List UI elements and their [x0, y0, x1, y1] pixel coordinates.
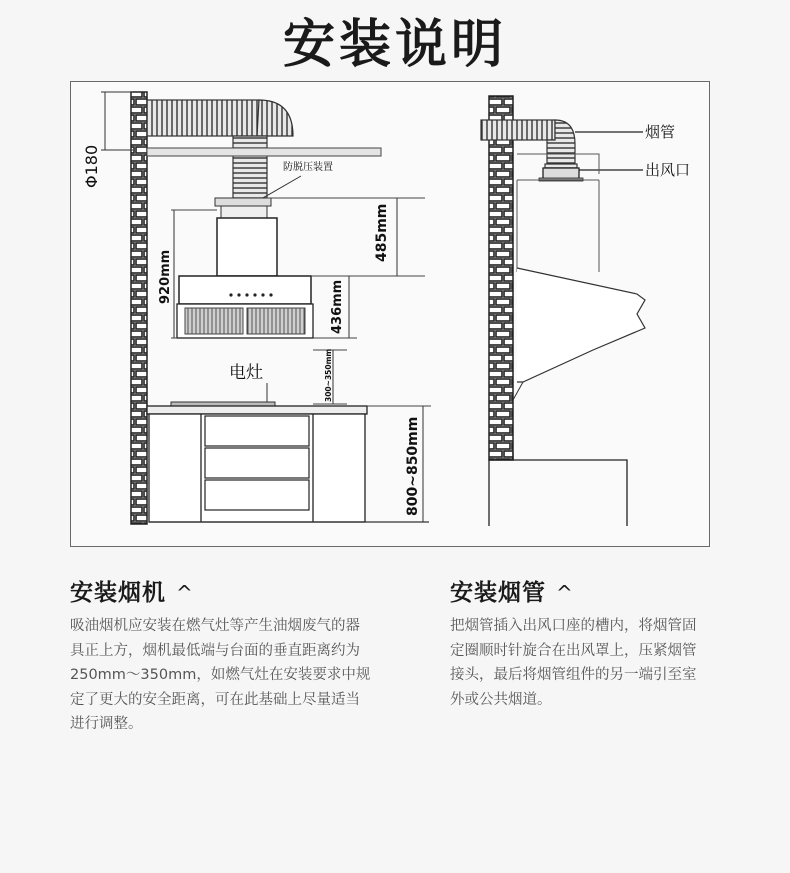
outlet-label: 出风口	[645, 161, 691, 179]
section-pipe-line: 外或公共烟道。	[450, 691, 552, 708]
dim-920-label: 920mm	[158, 249, 173, 304]
installation-diagram	[70, 81, 710, 547]
countertop	[147, 406, 367, 414]
dim-counter-label: 800~850mm	[405, 416, 421, 516]
section-pipe-title-text: 安装烟管	[450, 580, 546, 606]
dim-clearance-label: 300~350mm	[324, 348, 333, 402]
section-pipe-body	[450, 614, 750, 712]
dim-436-label: 436mm	[330, 279, 345, 334]
section-hood-line: 吸油烟机应安装在燃气灶等产生油烟废气的器	[70, 618, 360, 634]
section-hood-line: 250mm～350mm，如燃气灶在安装要求中规	[70, 667, 371, 683]
brick-wall	[131, 92, 147, 524]
section-pipe-line: 接头，最后将烟管组件的另一端引至室	[450, 667, 697, 683]
section-hood-title	[70, 574, 194, 607]
stove-label: 电灶	[229, 363, 263, 383]
hood-body	[179, 276, 311, 304]
collapse-caret-icon[interactable]: ^	[176, 581, 194, 605]
pipe-label: 烟管	[645, 123, 676, 141]
duct-elbow	[257, 100, 293, 136]
hood-side-profile	[517, 268, 645, 382]
right-diagram	[481, 96, 690, 526]
duct-horizontal	[147, 100, 259, 136]
duct-diameter-label: Φ180	[82, 144, 101, 188]
drawer-2	[205, 448, 309, 478]
drawer-1	[205, 416, 309, 446]
section-hood-title-text: 安装烟机	[70, 580, 166, 606]
diagram-svg	[71, 82, 711, 548]
section-pipe-line: 把烟管插入出风口座的槽内，将烟管固	[450, 618, 697, 634]
hood-filter-right	[247, 308, 305, 334]
section-pipe-title	[450, 574, 574, 607]
drawer-3	[205, 480, 309, 510]
section-pipe-line: 定圈顺时针旋合在出风罩上，压紧烟管	[450, 642, 697, 659]
section-hood-line: 进行调整。	[70, 716, 143, 732]
dim-485-label: 485mm	[374, 203, 390, 262]
left-diagram	[82, 92, 431, 524]
collapse-caret-icon[interactable]: ^	[556, 581, 574, 605]
section-hood-line: 具正上方，烟机最低端与台面的垂直距离约为	[70, 642, 360, 659]
hood-chimney	[217, 218, 277, 276]
duct-vertical	[233, 136, 267, 200]
page-title: 安装说明	[282, 15, 507, 75]
hood-filter-left	[185, 308, 243, 334]
right-brick-wall	[489, 96, 513, 460]
right-pipe-horizontal	[481, 120, 555, 140]
anti-detach-label: 防脱压装置	[283, 162, 333, 173]
section-hood-body	[70, 614, 420, 737]
section-hood-line: 定了更大的安全距离，可在此基础上尽量适当	[70, 691, 360, 708]
